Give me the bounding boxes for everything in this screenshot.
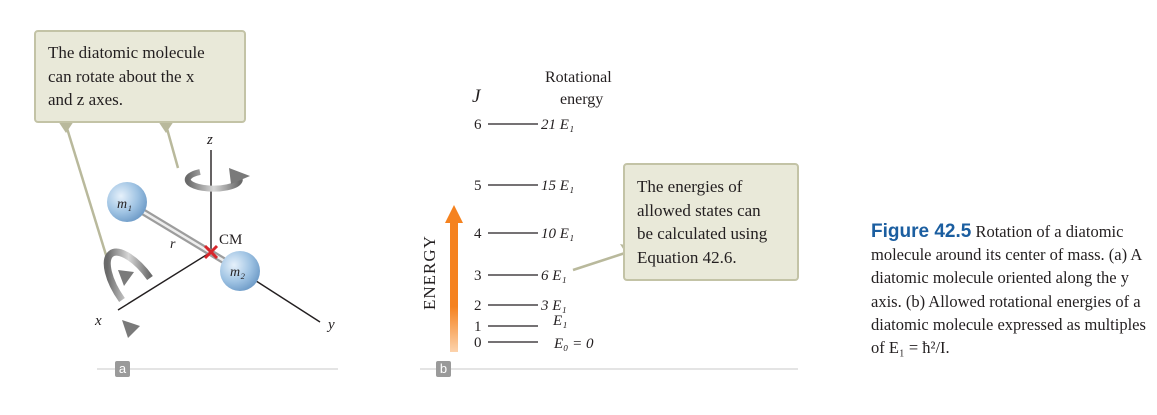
panel-b-callout-text: The energies of allowed states can be calculated using Equation 42.6. (637, 177, 768, 267)
z-rotation-arrow-icon (188, 168, 250, 189)
caption-title: Figure 42.5 (871, 221, 972, 242)
level-j-label-1: 1 (474, 319, 482, 335)
energy-header-line1: Rotational (545, 69, 612, 86)
x-rotation-arrow-icon (107, 252, 150, 338)
energy-header-line2: energy (560, 91, 604, 108)
panel-a-label: a (115, 361, 130, 377)
panel-a-callout (34, 30, 246, 123)
y-axis-label: y (328, 317, 335, 333)
panel-b-label: b (436, 361, 451, 377)
level-energy-label-5: 15 E₁ (541, 178, 575, 194)
x-axis-label: x (95, 313, 102, 329)
panel-b-callout-pointer (573, 253, 625, 270)
level-energy-label-3: 6 E₁ (541, 268, 567, 284)
level-energy-label-2: 3 E₁ (541, 298, 567, 314)
panel-a-callout-text: The diatomic molecule can rotate about the x and z axes. (48, 43, 205, 109)
energy-axis-label: ENERGY (420, 235, 439, 310)
level-j-label-0: 0 (474, 335, 482, 351)
r-label: r (170, 237, 176, 252)
level-energy-label-1: E₁ (553, 313, 568, 329)
mass1-label: m₁ (117, 197, 132, 212)
level-energy-label-0: E₀ = 0 (554, 336, 594, 352)
level-j-label-4: 4 (474, 226, 482, 242)
caption-text: Rotation of a diatomic molecule around its center of mass. (a) A diatomic molecule oriented along the y axis. (b) Allowed rotational energies of a diatomic molecule expressed as multiples of E₁ = ħ²/I. (871, 222, 1146, 358)
energy-arrow-icon (445, 205, 463, 352)
level-j-label-3: 3 (474, 268, 482, 284)
level-energy-label-6: 21 E₁ (541, 117, 575, 133)
z-axis-label: z (207, 132, 213, 148)
level-energy-label-4: 10 E₁ (541, 226, 575, 242)
panel-b-callout (623, 163, 799, 281)
level-j-label-2: 2 (474, 298, 482, 314)
mass2-label: m₂ (230, 265, 245, 280)
j-header: J (472, 86, 481, 107)
level-j-label-5: 5 (474, 178, 482, 194)
callout-pointer-x (66, 125, 110, 268)
level-j-label-6: 6 (474, 117, 482, 133)
callout-pointer-z (166, 125, 178, 168)
cm-label: CM (219, 232, 243, 248)
figure-caption (871, 220, 1155, 359)
